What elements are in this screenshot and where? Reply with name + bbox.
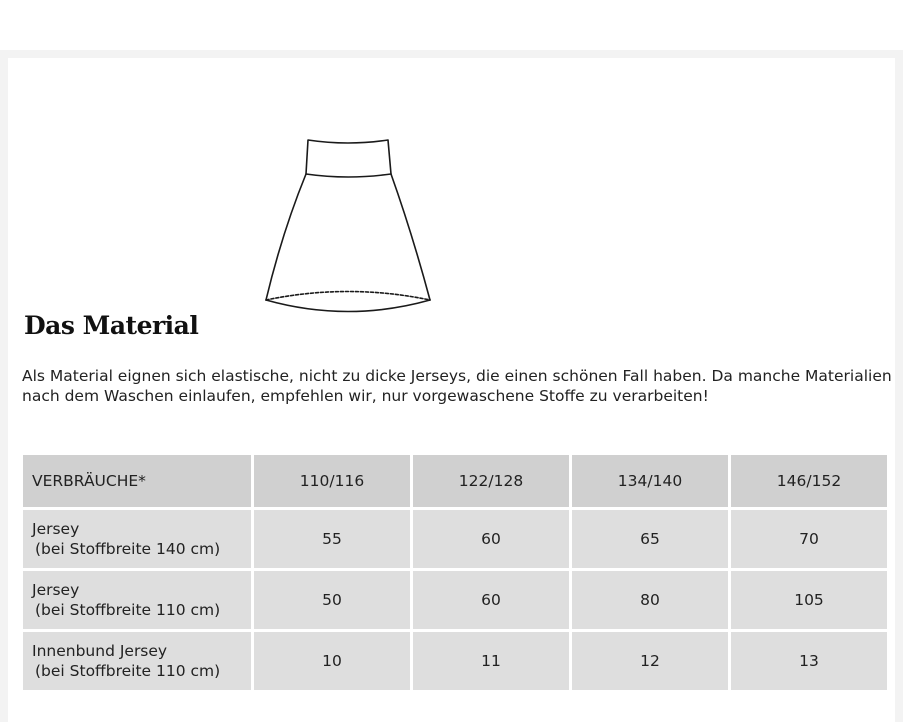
value-cell: 50 — [254, 571, 410, 629]
row-label-cell — [23, 632, 251, 690]
value-cell: 65 — [572, 510, 728, 568]
header-cell-size: 146/152 — [731, 455, 887, 507]
row-label-cell — [23, 510, 251, 568]
table-row — [23, 571, 887, 629]
value-cell: 13 — [731, 632, 887, 690]
row-sublabel: (bei Stoffbreite 140 cm) — [35, 540, 221, 558]
value-cell: 55 — [254, 510, 410, 568]
fabric-usage-table — [20, 452, 890, 693]
value-cell: 10 — [254, 632, 410, 690]
row-label: Innenbund Jersey — [32, 642, 168, 660]
header-cell-usage: VERBRÄUCHE* — [23, 455, 251, 507]
table-header-row — [23, 455, 887, 507]
row-sublabel: (bei Stoffbreite 110 cm) — [35, 601, 221, 619]
row-label: Jersey — [32, 581, 80, 599]
skirt-line-drawing-icon — [262, 138, 434, 318]
header-cell-size: 134/140 — [572, 455, 728, 507]
header-cell-size: 122/128 — [413, 455, 569, 507]
value-cell: 60 — [413, 571, 569, 629]
section-title: Das Material — [24, 311, 199, 340]
row-label: Jersey — [32, 520, 80, 538]
value-cell: 11 — [413, 632, 569, 690]
value-cell: 12 — [572, 632, 728, 690]
intro-paragraph: Als Material eignen sich elastische, nicht zu dicke Jerseys, die einen schönen Fall haben. Da manche Materialien nach dem Waschen einlaufen, empfehlen wir, nur vorgewaschene Stoffe zu verarbeiten! — [22, 367, 892, 405]
value-cell: 70 — [731, 510, 887, 568]
row-sublabel: (bei Stoffbreite 110 cm) — [35, 662, 221, 680]
header-cell-size: 110/116 — [254, 455, 410, 507]
row-label-cell — [23, 571, 251, 629]
value-cell: 105 — [731, 571, 887, 629]
top-margin — [0, 0, 903, 50]
table-row — [23, 632, 887, 690]
value-cell: 80 — [572, 571, 728, 629]
value-cell: 60 — [413, 510, 569, 568]
table-row — [23, 510, 887, 568]
